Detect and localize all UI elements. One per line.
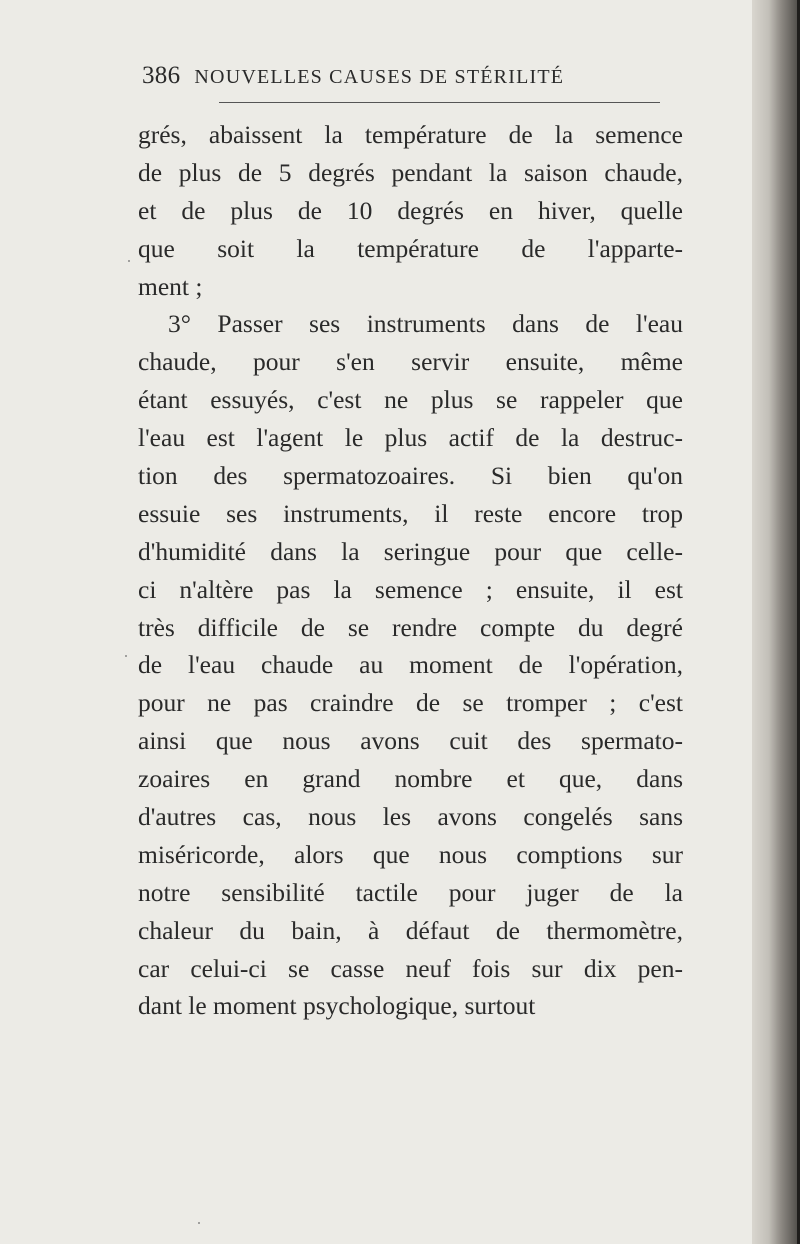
text-line: miséricorde, alors que nous comptions sur xyxy=(138,839,683,869)
text-line: l'eau est l'agent le plus actif de la destruc- xyxy=(138,423,683,453)
text-line: zoaires en grand nombre et que, dans xyxy=(138,764,683,794)
text-line: chaude, pour s'en servir ensuite, même xyxy=(138,347,683,377)
header-rule xyxy=(219,102,660,103)
text-line: de l'eau chaude au moment de l'opération, xyxy=(138,650,683,680)
text-line: ainsi que nous avons cuit des spermato- xyxy=(138,726,683,756)
paper-speck xyxy=(128,260,130,262)
paper-speck xyxy=(198,1222,200,1224)
running-title: NOUVELLES CAUSES DE STÉRILITÉ xyxy=(194,66,565,88)
text-line: étant essuyés, c'est ne plus se rappeler que xyxy=(138,385,683,415)
page-number: 386 xyxy=(142,62,181,89)
text-line: essuie ses instruments, il reste encore trop xyxy=(138,498,683,528)
text-line: ment ; xyxy=(138,271,203,301)
text-line: très difficile de se rendre compte du degré xyxy=(138,612,683,642)
text-line: chaleur du bain, à défaut de thermomètre, xyxy=(138,915,683,945)
text-line: d'humidité dans la seringue pour que celle- xyxy=(138,536,683,566)
text-line: notre sensibilité tactile pour juger de la xyxy=(138,877,683,907)
text-line: et de plus de 10 degrés en hiver, quelle xyxy=(138,195,683,225)
text-line: d'autres cas, nous les avons congelés sans xyxy=(138,802,683,832)
text-line: 3° Passer ses instruments dans de l'eau xyxy=(168,309,683,339)
body-text xyxy=(138,116,683,1025)
text-line: de plus de 5 degrés pendant la saison chaude, xyxy=(138,157,683,187)
paper-speck xyxy=(125,655,127,657)
page-edge-shadow xyxy=(752,0,800,1244)
text-line: grés, abaissent la température de la semence xyxy=(138,120,683,149)
text-line: dant le moment psychologique, surtout xyxy=(138,991,536,1021)
text-line: ci n'altère pas la semence ; ensuite, il est xyxy=(138,574,683,604)
text-line: tion des spermatozoaires. Si bien qu'on xyxy=(138,461,683,491)
text-line: car celui-ci se casse neuf fois sur dix pen- xyxy=(138,953,683,983)
text-line: que soit la température de l'apparte- xyxy=(138,233,683,263)
text-line: pour ne pas craindre de se tromper ; c'est xyxy=(138,688,683,718)
page-header xyxy=(142,62,564,90)
